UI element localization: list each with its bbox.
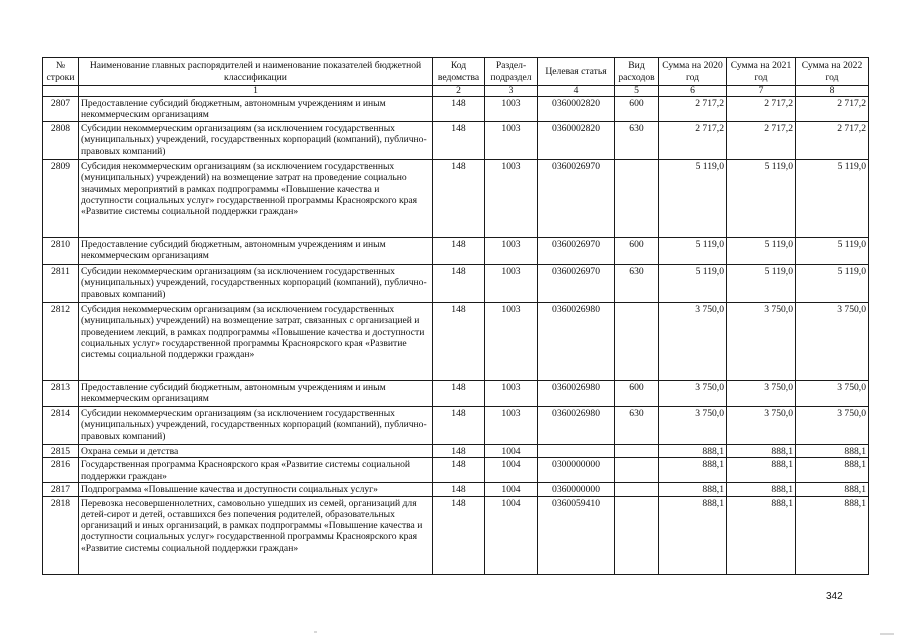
row-name: Охрана семьи и детства [79,445,433,458]
row-sum-2022: 3 750,0 [796,407,869,445]
row-expense-type: 600 [615,381,659,407]
row-section: 1003 [485,407,538,445]
row-number: 2816 [43,458,79,483]
row-expense-type: 630 [615,265,659,303]
row-department-code: 148 [433,97,485,122]
row-target-article: 0360026980 [538,407,615,445]
row-name: Субсидии некоммерческим организациям (за исключением государственных (муниципальных) учреждений, государственных корпораций (компаний), публично-правовых компаний) [79,407,433,445]
table-row [43,458,869,483]
row-target-article: 0360026970 [538,160,615,238]
row-target-article: 0360002820 [538,97,615,122]
table-row [43,265,869,303]
column-number [43,86,79,97]
row-target-article: 0360026980 [538,303,615,381]
row-target-article: 0300000000 [538,458,615,483]
row-sum-2020: 888,1 [659,496,727,574]
row-expense-type: 600 [615,97,659,122]
row-section: 1004 [485,496,538,574]
row-name: Перевозка несовершеннолетних, самовольно ушедших из семей, организаций для детей-сирот и детей, оставшихся без попечения родителей, образовательных организаций и иных организаций, в рамках подпрограммы «Повышение качества и доступности социальных услуг» государственной программы Красноярского края «Развитие системы социальной поддержки граждан» [79,496,433,574]
row-number: 2817 [43,483,79,496]
column-number: 2 [433,86,485,97]
row-sum-2021: 2 717,2 [727,122,796,160]
row-section: 1004 [485,458,538,483]
row-sum-2022: 3 750,0 [796,381,869,407]
row-department-code: 148 [433,303,485,381]
row-sum-2022: 888,1 [796,483,869,496]
table-row [43,238,869,265]
row-name: Субсидии некоммерческим организациям (за исключением государственных (муниципальных) учреждений, государственных корпораций (компаний), публично-правовых компаний) [79,265,433,303]
row-sum-2021: 5 119,0 [727,265,796,303]
row-number: 2813 [43,381,79,407]
table-body [43,97,869,575]
row-sum-2021: 5 119,0 [727,238,796,265]
page-number: 342 [826,591,843,602]
row-target-article: 0360026970 [538,265,615,303]
row-number: 2807 [43,97,79,122]
row-expense-type [615,458,659,483]
row-name: Субсидии некоммерческим организациям (за исключением государственных (муниципальных) учреждений, государственных корпораций (компаний), публично-правовых компаний) [79,122,433,160]
header-row-number: № строки [43,58,79,86]
row-sum-2020: 3 750,0 [659,407,727,445]
row-number: 2811 [43,265,79,303]
row-department-code: 148 [433,381,485,407]
row-target-article: 0360002820 [538,122,615,160]
row-expense-type: 630 [615,407,659,445]
row-sum-2022: 5 119,0 [796,238,869,265]
row-department-code: 148 [433,122,485,160]
row-section: 1003 [485,160,538,238]
row-number: 2809 [43,160,79,238]
row-sum-2021: 888,1 [727,445,796,458]
row-number: 2814 [43,407,79,445]
row-name: Подпрограмма «Повышение качества и доступности социальных услуг» [79,483,433,496]
header-expense-type: Вид расходов [615,58,659,86]
row-section: 1003 [485,303,538,381]
row-number: 2815 [43,445,79,458]
row-name: Субсидия некоммерческим организациям (за исключением государственных (муниципальных) учреждений) на возмещение затрат, связанных с организацией и проведением лекций, в рамках подпрограммы «Повышение качества и доступности социальных услуг» государственной программы Красноярского края «Развитие системы социальной поддержки граждан» [79,303,433,381]
row-name: Предоставление субсидий бюджетным, автономным учреждениям и иным некоммерческим организациям [79,238,433,265]
row-sum-2022: 5 119,0 [796,160,869,238]
row-sum-2022: 888,1 [796,458,869,483]
row-sum-2021: 888,1 [727,496,796,574]
table-row [43,122,869,160]
row-sum-2020: 5 119,0 [659,265,727,303]
row-target-article [538,445,615,458]
column-number: 6 [659,86,727,97]
row-target-article: 0360000000 [538,483,615,496]
row-sum-2020: 2 717,2 [659,97,727,122]
header-section: Раздел-подраздел [485,58,538,86]
row-expense-type: 630 [615,122,659,160]
column-number: 1 [79,86,433,97]
row-sum-2022: 3 750,0 [796,303,869,381]
table-row [43,496,869,574]
row-sum-2020: 3 750,0 [659,381,727,407]
table-row [43,445,869,458]
table-row [43,407,869,445]
column-number: 4 [538,86,615,97]
row-expense-type [615,496,659,574]
row-sum-2021: 3 750,0 [727,303,796,381]
row-target-article: 0360059410 [538,496,615,574]
row-sum-2021: 3 750,0 [727,381,796,407]
row-number: 2812 [43,303,79,381]
row-sum-2020: 888,1 [659,458,727,483]
header-department-code: Код ведомства [433,58,485,86]
row-sum-2021: 888,1 [727,483,796,496]
row-number: 2818 [43,496,79,574]
row-expense-type [615,160,659,238]
row-sum-2020: 5 119,0 [659,160,727,238]
row-sum-2020: 888,1 [659,445,727,458]
row-sum-2022: 2 717,2 [796,122,869,160]
row-expense-type: 600 [615,238,659,265]
row-department-code: 148 [433,483,485,496]
scan-artifact [880,633,894,635]
column-number: 8 [796,86,869,97]
scan-artifact [314,631,317,633]
header-name: Наименование главных распорядителей и наименование показателей бюджетной классификации [79,58,433,86]
column-number: 3 [485,86,538,97]
column-number: 5 [615,86,659,97]
row-number: 2808 [43,122,79,160]
row-sum-2022: 888,1 [796,445,869,458]
row-name: Предоставление субсидий бюджетным, автономным учреждениям и иным некоммерческим организациям [79,97,433,122]
row-department-code: 148 [433,458,485,483]
row-department-code: 148 [433,238,485,265]
column-number: 7 [727,86,796,97]
row-sum-2021: 3 750,0 [727,407,796,445]
table-row [43,303,869,381]
header-target-article: Целевая статья [538,58,615,86]
table-row [43,160,869,238]
row-sum-2021: 5 119,0 [727,160,796,238]
row-department-code: 148 [433,407,485,445]
row-expense-type [615,445,659,458]
row-sum-2021: 888,1 [727,458,796,483]
row-name: Государственная программа Красноярского края «Развитие системы социальной поддержки граждан» [79,458,433,483]
column-numbers-row [43,86,869,97]
header-sum-2022: Сумма на 2022 год [796,58,869,86]
row-section: 1003 [485,97,538,122]
row-expense-type [615,483,659,496]
row-name: Предоставление субсидий бюджетным, автономным учреждениям и иным некоммерческим организациям [79,381,433,407]
header-sum-2020: Сумма на 2020 год [659,58,727,86]
row-sum-2021: 2 717,2 [727,97,796,122]
row-department-code: 148 [433,445,485,458]
row-sum-2020: 5 119,0 [659,238,727,265]
header-sum-2021: Сумма на 2021 год [727,58,796,86]
row-target-article: 0360026970 [538,238,615,265]
table-row [43,97,869,122]
row-sum-2020: 888,1 [659,483,727,496]
row-section: 1003 [485,238,538,265]
row-sum-2022: 5 119,0 [796,265,869,303]
table-row [43,381,869,407]
row-sum-2020: 2 717,2 [659,122,727,160]
row-section: 1003 [485,381,538,407]
table-row [43,483,869,496]
row-sum-2022: 2 717,2 [796,97,869,122]
row-section: 1004 [485,483,538,496]
row-name: Субсидия некоммерческим организациям (за исключением государственных (муниципальных) учреждений) на возмещение затрат на проведение социально значимых мероприятий в рамках подпрограммы «Повышение качества и доступности социальных услуг» государственной программы Красноярского края «Развитие системы социальной поддержки граждан» [79,160,433,238]
row-sum-2020: 3 750,0 [659,303,727,381]
header-row [43,58,869,86]
row-section: 1003 [485,122,538,160]
row-department-code: 148 [433,265,485,303]
budget-table [42,57,869,575]
row-section: 1003 [485,265,538,303]
row-department-code: 148 [433,160,485,238]
row-sum-2022: 888,1 [796,496,869,574]
row-department-code: 148 [433,496,485,574]
row-section: 1004 [485,445,538,458]
row-target-article: 0360026980 [538,381,615,407]
row-expense-type [615,303,659,381]
row-number: 2810 [43,238,79,265]
